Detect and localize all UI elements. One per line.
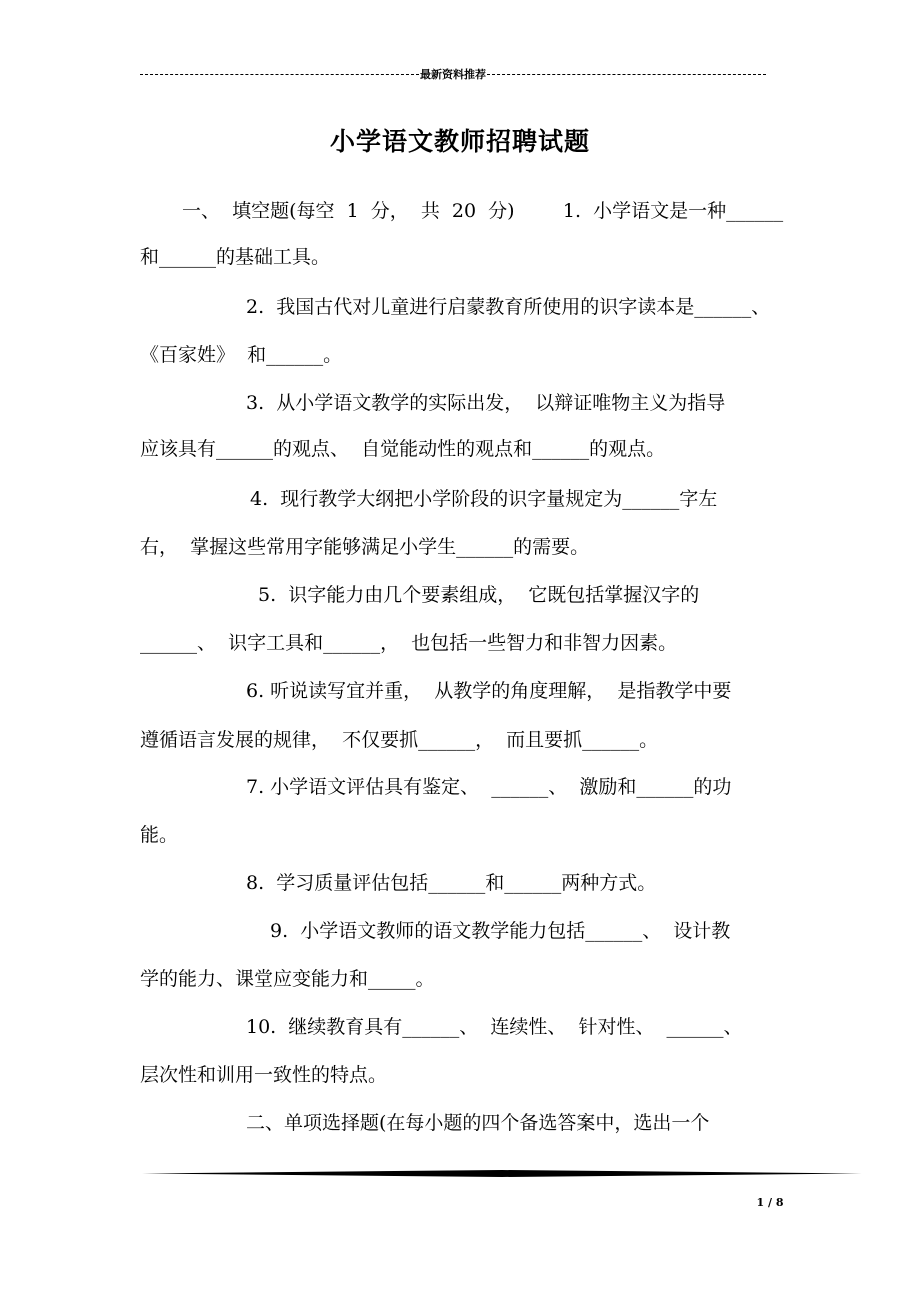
text-line: 《百家姓》 和______。 xyxy=(140,344,343,366)
text-line: 和______的基础工具。 xyxy=(140,246,331,268)
text-line: 遵循语言发展的规律， 不仅要抓______， 而且要抓______。 xyxy=(140,729,659,751)
text-line: 5. 识字能力由几个要素组成， 它既包括掌握汉字的 xyxy=(258,584,700,606)
text-line: 3. 从小学语文教学的实际出发， 以辩证唯物主义为指导 xyxy=(246,392,726,414)
text-line: 右， 掌握这些常用字能够满足小学生______的需要。 xyxy=(140,536,590,558)
text-line: 能。 xyxy=(140,824,179,846)
text-line: 6. 听说读写宜并重， 从教学的角度理解， 是指教学中要 xyxy=(246,680,732,702)
text-line: 学的能力、课堂应变能力和_____。 xyxy=(140,968,435,990)
text-line: 8. 学习质量评估包括______和______两种方式。 xyxy=(246,872,657,894)
text-line: 2. 我国古代对儿童进行启蒙教育所使用的识字读本是______、 xyxy=(246,296,771,318)
header-dash-right xyxy=(487,74,766,75)
text-line: 9. 小学语文教师的语文教学能力包括______、 设计教 xyxy=(270,920,731,942)
document-title: 小学语文教师招聘试题 xyxy=(329,127,590,156)
header-dash-left xyxy=(140,74,419,75)
text-line: 10. 继续教育具有______、 连续性、 针对性、 ______、 xyxy=(246,1016,743,1038)
footer-rule xyxy=(142,1170,862,1177)
page-number: 1 / 8 xyxy=(756,1196,784,1209)
text-line: 应该具有______的观点、 自觉能动性的观点和______的观点。 xyxy=(140,438,666,460)
text-line: ______、 识字工具和______， 也包括一些智力和非智力因素。 xyxy=(140,632,678,654)
header-banner xyxy=(140,66,766,82)
text-line: 7. 小学语文评估具有鉴定、 ______、 激励和______的功 xyxy=(246,776,732,798)
text-line: 层次性和训用一致性的特点。 xyxy=(140,1064,388,1086)
text-line: 一、 填空题(每空 1 分， 共 20 分) 1. 小学语文是一种______ xyxy=(182,200,784,222)
text-line: 二、单项选择题(在每小题的四个备选答案中，选出一个 xyxy=(246,1112,710,1134)
header-label: 最新资料推荐 xyxy=(420,68,486,81)
text-line: 4. 现行教学大纲把小学阶段的识字量规定为______字左 xyxy=(250,488,718,510)
